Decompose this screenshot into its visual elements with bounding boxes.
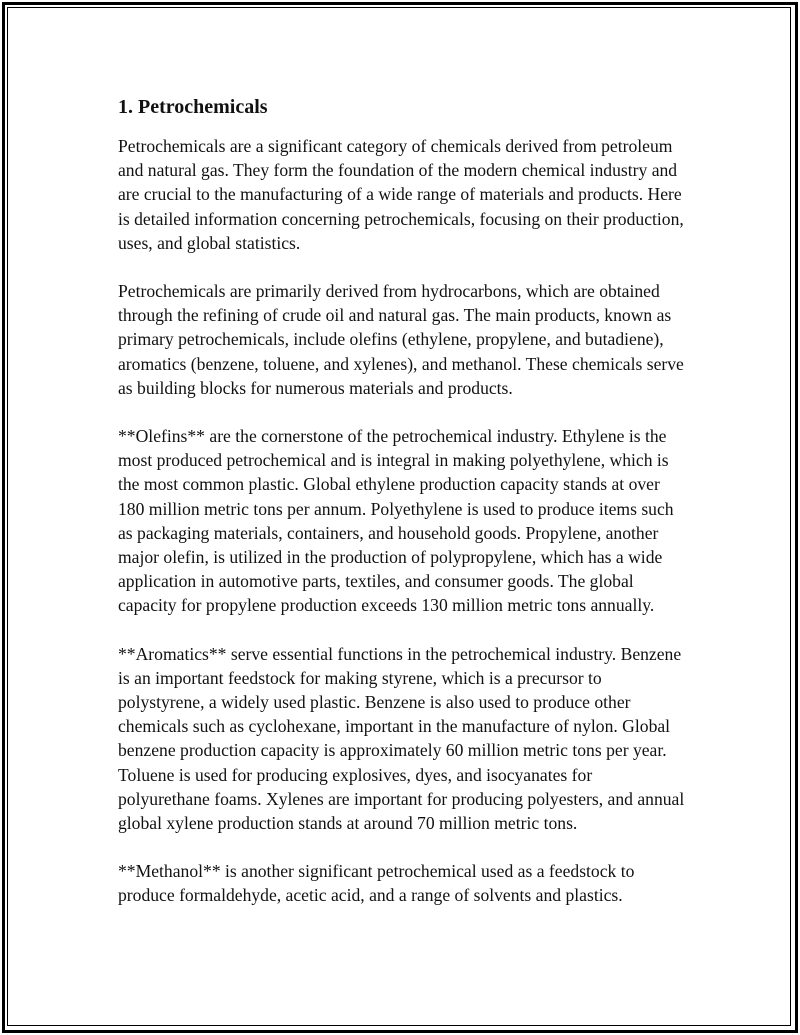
- paragraph-intro: Petrochemicals are a significant category of chemicals derived from petroleum and natural gas. They form the foundation of the modern chemical industry and are crucial to the manufacturing of a wide range of materials and products. Here is detailed information concerning petrochemicals, focusing on their production, uses, and global statistics.: [118, 136, 684, 253]
- paragraph-production: Petrochemicals are primarily derived from hydrocarbons, which are obtained through the refining of crude oil and natural gas. The main products, known as primary petrochemicals, include olefins (ethylene, propylene, and butadiene), aromatics (benzene, toluene, and xylenes), and methanol. These chemicals serve as building blocks for numerous materials and products.: [118, 281, 684, 398]
- document-body: [118, 94, 686, 932]
- paragraph-aromatics: **Aromatics** serve essential functions in the petrochemical industry. Benzene is an important feedstock for making styrene, which is a precursor to polystyrene, a widely used plastic. Benzene is also used to produce other chemicals such as cyclohexane, important in the manufacture of nylon. Global benzene production capacity is approximately 60 million metric tons per year. Toluene is used for producing explosives, dyes, and isocyanates for polyurethane foams. Xylenes are important for producing polyesters, and annual global xylene production stands at around 70 million metric tons.: [118, 643, 685, 834]
- paragraph-olefins: **Olefins** are the cornerstone of the petrochemical industry. Ethylene is the most produced petrochemical and is integral in making polyethylene, which is the most common plastic. Global ethylene production capacity stands at over 180 million metric tons per annum. Polyethylene is used to produce items such as packaging materials, containers, and household goods. Propylene, another major olefin, is utilized in the production of polypropylene, which has a wide application in automotive parts, textiles, and consumer goods. The global capacity for propylene production exceeds 130 million metric tons annually.: [118, 426, 674, 616]
- section-title: 1. Petrochemicals: [118, 96, 268, 118]
- paragraph-methanol: **Methanol** is another significant petrochemical used as a feedstock to produce formaldehyde, acetic acid, and a range of solvents and plastics.: [118, 861, 635, 906]
